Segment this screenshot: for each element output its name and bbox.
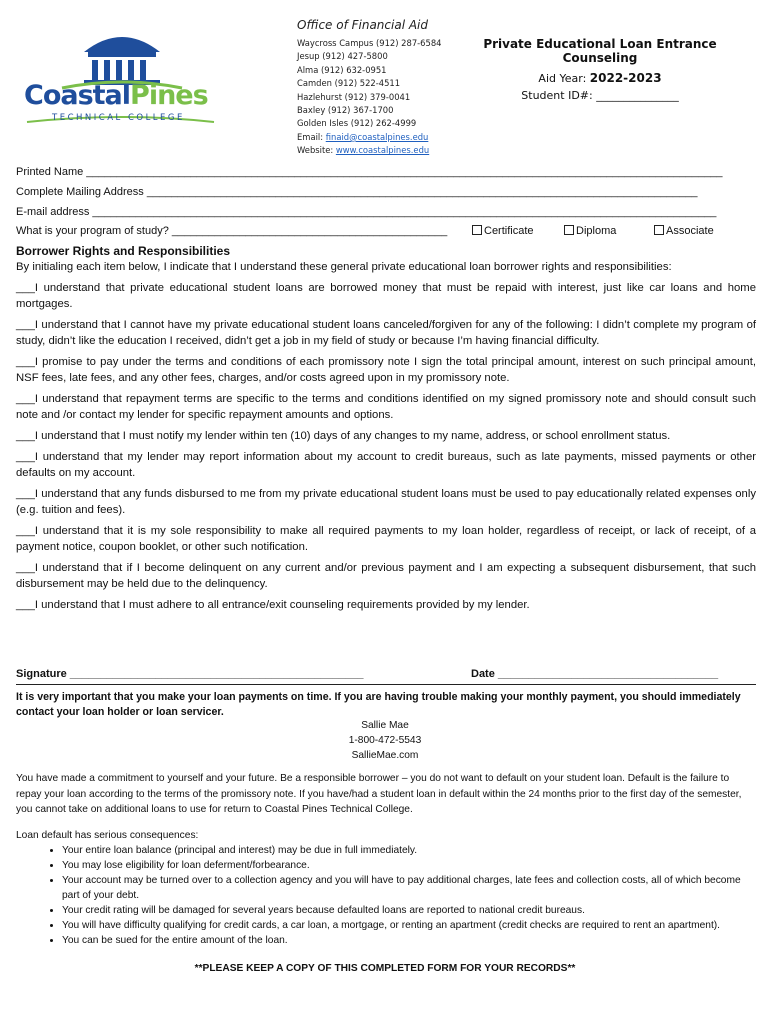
rights-section [16,243,756,618]
aid-year-label: Aid Year: [538,72,590,85]
initial-item[interactable]: ___I promise to pay under the terms and conditions of each promissory note I sign the total principal amount, interest on such principal amount, NSF fees, late fees, and any other fees, charges, and/or costs agreed upon in my promissory note. [16,356,756,384]
student-id-field[interactable]: Student ID#: _______________ [521,89,679,102]
initial-item[interactable]: ___I understand that any funds disbursed to me from my private educational student loans must be used to pay educationally related expenses only (e.g. tuition and fees). [16,488,756,516]
email-label: Email: [297,131,326,142]
checkbox-icon[interactable] [654,225,664,235]
certificate-label: Certificate [484,225,534,237]
consequences-lead: Loan default has serious consequences: [16,830,199,841]
section-heading: Borrower Rights and Responsibilities [16,244,231,258]
initial-item[interactable]: ___I understand that I must notify my lender within ten (10) days of any changes to my name, address, or school enrollment status. [16,430,671,442]
list-item: • Your entire loan balance (principal and interest) may be due in full immediately. [62,843,756,858]
associate-label: Associate [666,225,714,237]
initial-item[interactable]: ___I understand that I must adhere to all entrance/exit counseling requirements provided by my lender. [16,599,530,611]
initial-item[interactable]: ___I understand that my lender may report information about my account to credit bureaus, such as late payments, missed payments or other defaults on my account. [16,451,756,479]
contact-line: Camden (912) 522-4511 [297,78,401,89]
diploma-label: Diploma [576,225,617,237]
program-field[interactable]: What is your program of study? _____________________________________________ [16,225,448,237]
mailing-address-field[interactable]: Complete Mailing Address __________________________________________________________________________________________ [16,186,698,198]
associate-option[interactable] [654,225,714,237]
contact-line: Golden Isles (912) 262-4999 [297,118,417,129]
signature-row [16,668,756,680]
form-title: Private Educational Loan Entrance Counseling [483,37,717,65]
contact-line: Baxley (912) 367-1700 [297,105,394,116]
checkbox-icon[interactable] [472,225,482,235]
servicer-name: Sallie Mae [361,720,409,731]
program-row [16,225,756,237]
aid-year [450,71,750,85]
website-label: Website: [297,145,336,156]
campus-contacts [297,37,442,158]
office-title: Office of Financial Aid [297,18,429,32]
logo-subtitle: TECHNICAL COLLEGE [52,113,185,123]
important-notice: It is very important that you make your loan payments on time. If you are having trouble making your monthly payment, you should immediately contact your loan holder or loan servicer. [16,691,741,718]
signature-field[interactable]: Signature ________________________________________________ [16,668,364,680]
borrower-fields [16,165,756,237]
divider [16,684,756,685]
list-item: • You will have difficulty qualifying for credit cards, a car loan, a mortgage, or renting an apartment (credit checks are required to rent an apartment). [62,918,756,933]
website-line [297,144,442,157]
aid-year-value: 2022-2023 [589,71,662,85]
printed-name-field[interactable]: Printed Name ________________________________________________________________________________________________________ [16,166,723,178]
servicer-website: SallieMae.com [351,750,419,761]
certificate-option[interactable] [472,225,564,237]
email-field[interactable]: E-mail address ______________________________________________________________________________________________________ [16,206,717,218]
default-consequences [16,828,756,948]
list-item: • You can be sued for the entire amount of the loan. [62,933,756,948]
contact-line: Waycross Campus (912) 287-6584 [297,38,442,48]
section-intro: By initialing each item below, I indicate that I understand these general private educational loan borrower rights and responsibilities: [16,261,672,273]
diploma-option[interactable] [564,225,654,237]
logo-name: CoastalPines [24,80,208,111]
contact-line: Alma (912) 632-0951 [297,64,387,75]
contact-line: Jesup (912) 427-5800 [297,51,388,62]
list-item: • Your credit rating will be damaged for several years because defaulted loans are reported to national credit bureaus. [62,903,756,918]
initial-item[interactable]: ___I understand that if I become delinquent on any current and/or previous payment and I am expecting a subsequent disbursement, that such disbursement may be held due to the delinquency. [16,562,756,590]
list-item: • Your account may be turned over to a collection agency and you will have to pay additional charges, late fees and collection costs, all of which become part of your debt. [62,873,756,903]
website-link[interactable]: www.coastalpines.edu [335,145,430,156]
initial-item[interactable]: ___I understand that it is my sole responsibility to make all required payments to my loan holder, regardless of receipt, or lack of receipt, of a payment notice, coupon booklet, or other such notification. [16,525,756,553]
checkbox-icon[interactable] [564,225,574,235]
servicer-phone: 1-800-472-5543 [348,735,422,746]
servicer-contact [0,718,770,763]
initial-item[interactable]: ___I understand that I cannot have my private educational student loans canceled/forgiven for any of the following: I didn’t complete my program of study, didn’t like the education I received, didn’t get a job in my field of study or because I’m having financial difficulty. [16,319,756,347]
date-field[interactable]: Date ____________________________________ [471,668,719,680]
college-logo [22,24,222,136]
initial-item[interactable]: ___I understand that repayment terms are specific to the terms and conditions identified on my signed promissory note and should consult such note and /or contact my lender for specific repayment amounts and options. [16,393,756,421]
contact-line: Hazlehurst (912) 379-0041 [297,91,411,102]
footer-note: **PLEASE KEEP A COPY OF THIS COMPLETED FORM FOR YOUR RECORDS** [194,963,576,974]
form-title-block [450,37,750,102]
consequences-list [16,843,756,948]
initial-item[interactable]: ___I understand that private educational student loans are borrowed money that must be repaid with interest, just like car loans and home mortgages. [16,282,756,310]
email-line [297,131,442,144]
list-item: • You may lose eligibility for loan deferment/forbearance. [62,858,756,873]
email-link[interactable]: finaid@coastalpines.edu [325,131,429,142]
commitment-paragraph: You have made a commitment to yourself and your future. Be a responsible borrower – you do not want to default on your student loan. Default is the failure to repay your loan according to the terms of the promissory note. If you have/had a student loan in default within the 24 months prior to the first day of the semester, you cannot take on additional loans to use for return to Coastal Pines Technical College. [16,773,742,815]
